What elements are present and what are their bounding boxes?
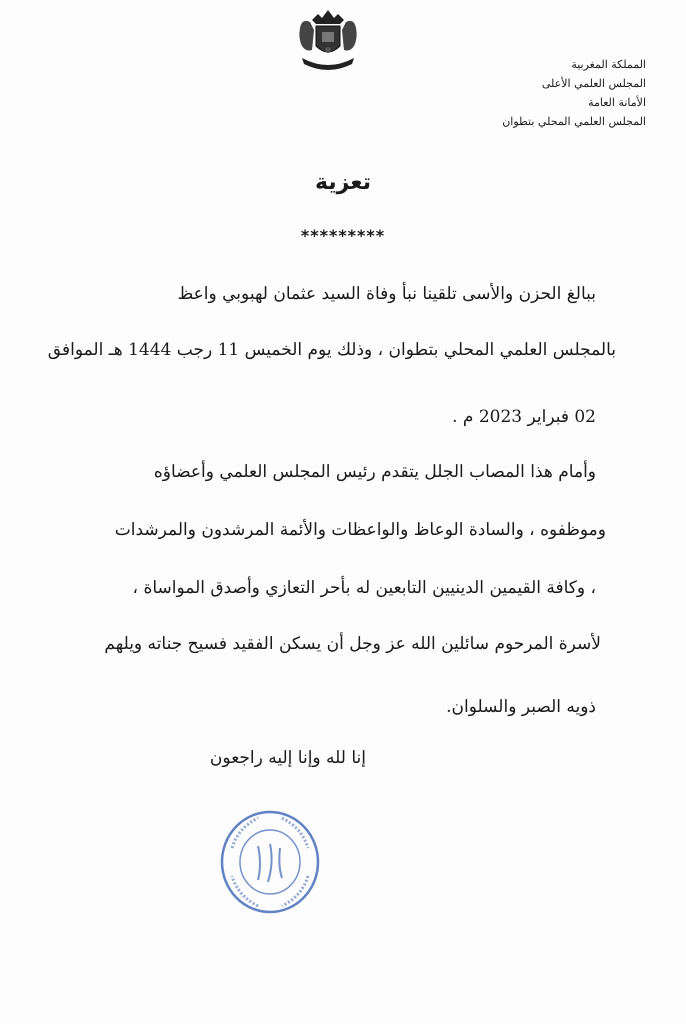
document-title: تعزية: [315, 170, 371, 195]
title-separator: *********: [300, 226, 386, 245]
header-line-2: المجلس العلمي الأعلى: [541, 77, 646, 90]
header-line-3: الأمانة العامة: [588, 96, 646, 109]
official-stamp: [218, 808, 322, 916]
header-line-4: المجلس العلمي المحلي بتطوان: [502, 115, 646, 128]
body-line-7: لأسرة المرحوم سائلين الله عز وجل أن يسكن الفقيد فسيح جناته ويلهم: [104, 634, 601, 654]
body-line-4: وأمام هذا المصاب الجلل يتقدم رئيس المجلس العلمي وأعضاؤه: [153, 462, 596, 482]
institution-header: [496, 55, 646, 131]
closing-phrase: إنا لله وإنا إليه راجعون: [209, 748, 366, 768]
body-line-2: بالمجلس العلمي المحلي بتطوان ، وذلك يوم الخميس 11 رجب 1444 هـ الموافق: [47, 340, 616, 360]
coat-of-arms-emblem: [292, 6, 364, 74]
body-line-5: وموظفوه ، والسادة الوعاظ والواعظات والأئمة المرشدون والمرشدات: [114, 520, 606, 540]
body-line-6: ، وكافة القيمين الدينيين التابعين له بأحر التعازي وأصدق المواساة ،: [132, 578, 596, 598]
body-line-1: ببالغ الحزن والأسى تلقينا نبأ وفاة السيد عثمان لهبوبي واعظ: [177, 284, 596, 304]
body-line-3: 02 فبراير 2023 م .: [452, 407, 596, 427]
body-line-8: ذويه الصبر والسلوان.: [446, 697, 596, 717]
header-line-1: المملكة المغربية: [571, 58, 646, 71]
